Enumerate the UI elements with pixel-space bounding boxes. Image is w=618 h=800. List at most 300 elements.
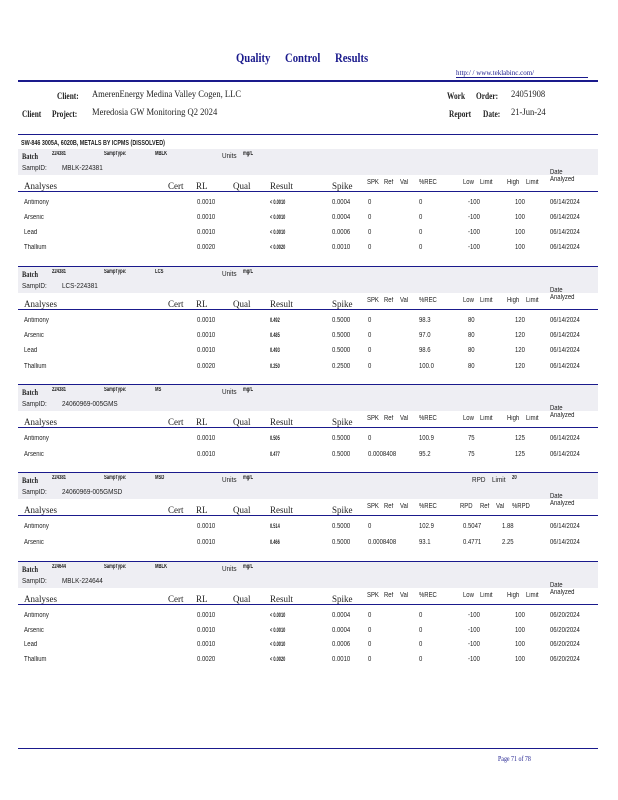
analyte-cell: Lead bbox=[24, 347, 38, 355]
analyte-cell: Antimony bbox=[24, 612, 49, 619]
result-cell: < 0.0010 bbox=[270, 626, 286, 634]
analyte-cell: Antimony bbox=[24, 435, 49, 442]
high-limit-cell: 120 bbox=[515, 332, 525, 340]
rec-cell: 0 bbox=[419, 199, 423, 206]
analyte-cell: Antimony bbox=[24, 317, 49, 324]
col-cert: Cert bbox=[168, 417, 184, 427]
qc-batch bbox=[18, 149, 598, 259]
rl-cell: 0.0010 bbox=[197, 214, 216, 221]
table-row bbox=[18, 214, 598, 226]
rl-cell: 0.0020 bbox=[197, 655, 216, 663]
spk-ref-cell: 0 bbox=[368, 332, 372, 340]
high-limit-cell: 120 bbox=[515, 317, 525, 324]
spk-ref-cell: 0 bbox=[368, 435, 372, 442]
qc-batch bbox=[18, 562, 598, 670]
analyte-cell: Arsenic bbox=[24, 626, 44, 634]
col-high: High bbox=[507, 415, 520, 422]
low-limit-cell: -100 bbox=[468, 612, 480, 619]
high-limit-cell: 120 bbox=[515, 362, 525, 370]
date-cell: 06/14/2024 bbox=[550, 347, 580, 355]
sampid-label: SampID: bbox=[22, 163, 47, 172]
col-ref: Ref bbox=[384, 503, 394, 510]
col-rec: %REC bbox=[419, 503, 437, 510]
rl-cell: 0.0010 bbox=[197, 317, 216, 324]
project-label: Project: bbox=[52, 109, 78, 119]
table-row bbox=[18, 199, 598, 211]
col-spike: Spike bbox=[332, 417, 353, 427]
result-cell: 0.514 bbox=[270, 523, 280, 530]
samptype-label: SampType: bbox=[104, 151, 127, 157]
rpd-limit-value: 20 bbox=[512, 475, 517, 481]
high-limit-cell: 100 bbox=[515, 626, 525, 634]
header-underline bbox=[18, 427, 598, 428]
project-label-client: Client bbox=[22, 109, 42, 119]
col-analyzed: Analyzed bbox=[550, 589, 575, 596]
col-val: Val bbox=[400, 415, 409, 422]
col-pct-rpd: %RPD bbox=[512, 503, 530, 510]
col-qual: Qual bbox=[233, 594, 251, 604]
col-rec: %REC bbox=[419, 592, 437, 599]
batch-number: 224381 bbox=[52, 151, 67, 157]
table-row bbox=[18, 523, 598, 535]
low-limit-cell: -100 bbox=[468, 655, 480, 663]
project-value: Meredosia GW Monitoring Q2 2024 bbox=[92, 108, 218, 118]
col-analyses: Analyses bbox=[24, 594, 57, 604]
col-result: Result bbox=[270, 594, 294, 604]
rpd-header: RPD bbox=[472, 475, 486, 484]
result-cell: < 0.0010 bbox=[270, 214, 286, 221]
header-divider bbox=[18, 80, 598, 82]
col-low-limit: Limit bbox=[480, 179, 493, 186]
table-row bbox=[18, 363, 598, 375]
col-high-limit: Limit bbox=[526, 179, 539, 186]
low-limit-cell: -100 bbox=[468, 244, 480, 251]
spk-ref-cell: 0 bbox=[368, 214, 372, 221]
spike-cell: 0.5000 bbox=[332, 317, 351, 324]
col-analyzed: Analyzed bbox=[550, 412, 575, 419]
high-limit-cell: 100 bbox=[515, 244, 525, 251]
high-limit-cell: 125 bbox=[515, 435, 525, 442]
spike-cell: 0.0006 bbox=[332, 641, 351, 648]
order-label: Order: bbox=[476, 91, 499, 101]
spk-ref-cell: 0 bbox=[368, 229, 372, 236]
col-analyzed: Analyzed bbox=[550, 500, 575, 507]
col-ref: Ref bbox=[384, 179, 394, 186]
spk-ref-cell: 0 bbox=[368, 317, 372, 324]
col-rec: %REC bbox=[419, 297, 437, 304]
col-low: Low bbox=[463, 592, 474, 599]
rpd-limit-label: Limit bbox=[492, 475, 506, 484]
date-cell: 06/14/2024 bbox=[550, 523, 580, 530]
sampid-label: SampID: bbox=[22, 281, 47, 290]
spk-ref-cell: 0 bbox=[368, 199, 372, 206]
table-row bbox=[18, 612, 598, 624]
high-limit-cell: 100 bbox=[515, 641, 525, 648]
col-ref: Ref bbox=[384, 592, 394, 599]
units-label: Units bbox=[222, 475, 237, 484]
work-label: Work bbox=[447, 91, 466, 101]
col-rl: RL bbox=[196, 299, 208, 309]
col-val: Val bbox=[400, 503, 409, 510]
col-rpd: RPD bbox=[460, 503, 473, 510]
col-spike: Spike bbox=[332, 299, 353, 309]
col-qual: Qual bbox=[233, 181, 251, 191]
col-analyses: Analyses bbox=[24, 417, 57, 427]
date-cell: 06/14/2024 bbox=[550, 362, 580, 370]
order-value: 24051908 bbox=[511, 90, 546, 100]
col-spk: SPK bbox=[367, 297, 379, 304]
low-limit-cell: -100 bbox=[468, 641, 480, 648]
high-limit-cell: 100 bbox=[515, 199, 525, 206]
date-cell: 06/14/2024 bbox=[550, 539, 580, 546]
col-val: Val bbox=[400, 592, 409, 599]
result-cell: 0.477 bbox=[270, 451, 280, 458]
client-value: AmerenEnergy Medina Valley Cogen, LLC bbox=[92, 90, 242, 100]
analyte-cell: Antimony bbox=[24, 523, 49, 530]
col-qual: Qual bbox=[233, 299, 251, 309]
spike-cell: 0.0006 bbox=[332, 229, 351, 236]
table-row bbox=[18, 332, 598, 344]
rec-cell: 0 bbox=[419, 214, 423, 221]
date-cell: 06/14/2024 bbox=[550, 435, 580, 442]
spk-ref-cell: 0 bbox=[368, 655, 372, 663]
header-underline bbox=[18, 604, 598, 605]
spk-ref-cell: 0 bbox=[368, 347, 372, 355]
low-limit-cell: -100 bbox=[468, 626, 480, 634]
col-cert: Cert bbox=[168, 505, 184, 515]
rl-cell: 0.0010 bbox=[197, 332, 216, 340]
rec-cell: 102.9 bbox=[419, 523, 434, 530]
sampid-value: LCS-224381 bbox=[62, 281, 98, 290]
spk-ref-cell: 0 bbox=[368, 612, 372, 619]
col-spike: Spike bbox=[332, 181, 353, 191]
spk-ref-cell: 0.0008408 bbox=[368, 539, 397, 546]
col-spike: Spike bbox=[332, 594, 353, 604]
date-cell: 06/14/2024 bbox=[550, 229, 580, 236]
col-low: Low bbox=[463, 179, 474, 186]
rec-cell: 98.3 bbox=[419, 317, 431, 324]
analyte-cell: Thallium bbox=[24, 655, 47, 663]
spike-cell: 0.0010 bbox=[332, 655, 351, 663]
spk-ref-cell: 0 bbox=[368, 641, 372, 648]
date-cell: 06/14/2024 bbox=[550, 317, 580, 324]
col-high: High bbox=[507, 592, 520, 599]
rec-cell: 0 bbox=[419, 626, 423, 634]
col-analyses: Analyses bbox=[24, 505, 57, 515]
header-underline bbox=[18, 515, 598, 516]
analyte-cell: Arsenic bbox=[24, 451, 44, 458]
samptype-label: SampType: bbox=[104, 564, 127, 570]
analyte-cell: Thallium bbox=[24, 244, 47, 251]
rec-cell: 98.6 bbox=[419, 347, 431, 355]
rl-cell: 0.0010 bbox=[197, 523, 216, 530]
col-result: Result bbox=[270, 181, 294, 191]
qc-batch bbox=[18, 267, 598, 378]
units-value: mg/L bbox=[243, 387, 254, 393]
rpd-ref-cell: 0.5047 bbox=[463, 523, 482, 530]
date-cell: 06/20/2024 bbox=[550, 626, 580, 634]
samptype-value: LCS bbox=[155, 269, 164, 275]
col-qual: Qual bbox=[233, 505, 251, 515]
rec-cell: 95.2 bbox=[419, 451, 431, 458]
rl-cell: 0.0010 bbox=[197, 626, 216, 634]
col-cert: Cert bbox=[168, 594, 184, 604]
high-limit-cell: 100 bbox=[515, 655, 525, 663]
spike-cell: 0.0004 bbox=[332, 199, 351, 206]
low-limit-cell: -100 bbox=[468, 199, 480, 206]
low-limit-cell: -100 bbox=[468, 229, 480, 236]
batch-label: Batch bbox=[22, 388, 38, 397]
spk-ref-cell: 0 bbox=[368, 523, 372, 530]
samptype-value: MS bbox=[155, 387, 162, 393]
rl-cell: 0.0010 bbox=[197, 612, 216, 619]
result-cell: 0.466 bbox=[270, 539, 280, 546]
col-high-limit: Limit bbox=[526, 592, 539, 599]
date-cell: 06/20/2024 bbox=[550, 655, 580, 663]
col-low-limit: Limit bbox=[480, 592, 493, 599]
units-label: Units bbox=[222, 564, 237, 573]
sampid-value: 24060969-005GMS bbox=[62, 399, 118, 408]
client-label: Client: bbox=[57, 91, 79, 101]
result-cell: 0.250 bbox=[270, 362, 280, 370]
rec-cell: 0 bbox=[419, 244, 423, 251]
date-label: Date: bbox=[483, 109, 501, 119]
col-high: High bbox=[507, 297, 520, 304]
date-cell: 06/20/2024 bbox=[550, 612, 580, 619]
analyte-cell: Antimony bbox=[24, 199, 49, 206]
high-limit-cell: 120 bbox=[515, 347, 525, 355]
table-row bbox=[18, 317, 598, 329]
spk-ref-cell: 0 bbox=[368, 244, 372, 251]
footer-divider bbox=[18, 748, 598, 749]
samptype-value: MBLK bbox=[155, 151, 168, 157]
analyte-cell: Lead bbox=[24, 229, 38, 236]
col-cert: Cert bbox=[168, 299, 184, 309]
low-limit-cell: 80 bbox=[468, 332, 475, 340]
result-cell: 0.492 bbox=[270, 317, 280, 324]
rec-cell: 0 bbox=[419, 612, 423, 619]
units-value: mg/L bbox=[243, 475, 254, 481]
spike-cell: 0.5000 bbox=[332, 523, 351, 530]
analyte-cell: Lead bbox=[24, 641, 38, 648]
batch-number: 224644 bbox=[52, 564, 67, 570]
col-spk: SPK bbox=[367, 592, 379, 599]
rpd-ref-cell: 0.4771 bbox=[463, 539, 482, 546]
date-cell: 06/14/2024 bbox=[550, 332, 580, 340]
spike-cell: 0.5000 bbox=[332, 435, 351, 442]
sampid-value: MBLK-224644 bbox=[62, 576, 103, 585]
units-label: Units bbox=[222, 269, 237, 278]
sampid-value: MBLK-224381 bbox=[62, 163, 103, 172]
col-high: High bbox=[507, 179, 520, 186]
spike-cell: 0.5000 bbox=[332, 451, 351, 458]
spk-ref-cell: 0 bbox=[368, 626, 372, 634]
result-cell: < 0.0010 bbox=[270, 612, 286, 619]
date-cell: 06/20/2024 bbox=[550, 641, 580, 648]
sampid-value: 24060969-005GMSD bbox=[62, 487, 123, 496]
rl-cell: 0.0010 bbox=[197, 347, 216, 355]
table-row bbox=[18, 435, 598, 447]
rec-cell: 100.0 bbox=[419, 362, 434, 370]
col-rpd-val: Val bbox=[496, 503, 505, 510]
result-cell: < 0.0010 bbox=[270, 199, 286, 206]
table-row bbox=[18, 229, 598, 241]
title-control: Control bbox=[285, 50, 321, 65]
samptype-value: MSD bbox=[155, 475, 165, 481]
qc-batch bbox=[18, 473, 598, 555]
batch-number: 224381 bbox=[52, 475, 67, 481]
analyte-cell: Arsenic bbox=[24, 539, 44, 546]
col-spk: SPK bbox=[367, 179, 379, 186]
pct-rpd-cell: 1.88 bbox=[502, 523, 514, 530]
batch-label: Batch bbox=[22, 565, 38, 574]
batch-label: Batch bbox=[22, 270, 38, 279]
title-quality: Quality bbox=[236, 50, 271, 65]
col-high-limit: Limit bbox=[526, 415, 539, 422]
table-row bbox=[18, 641, 598, 653]
date-cell: 06/14/2024 bbox=[550, 199, 580, 206]
rl-cell: 0.0010 bbox=[197, 641, 216, 648]
spike-cell: 0.0010 bbox=[332, 244, 351, 251]
col-date: Date bbox=[550, 405, 563, 412]
rl-cell: 0.0010 bbox=[197, 451, 216, 458]
samptype-label: SampType: bbox=[104, 387, 127, 393]
col-val: Val bbox=[400, 297, 409, 304]
table-row bbox=[18, 244, 598, 256]
spike-cell: 0.5000 bbox=[332, 332, 351, 340]
analyte-cell: Arsenic bbox=[24, 214, 44, 221]
spike-cell: 0.0004 bbox=[332, 612, 351, 619]
table-row bbox=[18, 656, 598, 668]
samptype-label: SampType: bbox=[104, 475, 127, 481]
col-rl: RL bbox=[196, 181, 208, 191]
col-val: Val bbox=[400, 179, 409, 186]
batch-number: 224381 bbox=[52, 269, 67, 275]
units-value: mg/L bbox=[243, 269, 254, 275]
sampid-label: SampID: bbox=[22, 576, 47, 585]
units-value: mg/L bbox=[243, 564, 254, 570]
high-limit-cell: 100 bbox=[515, 612, 525, 619]
units-label: Units bbox=[222, 387, 237, 396]
col-spk: SPK bbox=[367, 415, 379, 422]
spike-cell: 0.2500 bbox=[332, 362, 351, 370]
result-cell: < 0.0020 bbox=[270, 244, 286, 251]
report-date-value: 21-Jun-24 bbox=[511, 108, 546, 118]
table-row bbox=[18, 627, 598, 639]
samptype-label: SampType: bbox=[104, 269, 127, 275]
spike-cell: 0.5000 bbox=[332, 539, 351, 546]
high-limit-cell: 100 bbox=[515, 214, 525, 221]
spk-ref-cell: 0.0008408 bbox=[368, 451, 397, 458]
low-limit-cell: 80 bbox=[468, 347, 475, 355]
table-row bbox=[18, 451, 598, 463]
samptype-value: MBLK bbox=[155, 564, 168, 570]
rec-cell: 0 bbox=[419, 655, 423, 663]
col-date: Date bbox=[550, 493, 563, 500]
col-date: Date bbox=[550, 582, 563, 589]
col-rec: %REC bbox=[419, 415, 437, 422]
col-ref: Ref bbox=[384, 415, 394, 422]
col-spike: Spike bbox=[332, 505, 353, 515]
col-result: Result bbox=[270, 299, 294, 309]
result-cell: < 0.0010 bbox=[270, 229, 286, 236]
col-ref: Ref bbox=[384, 297, 394, 304]
spike-cell: 0.0004 bbox=[332, 214, 351, 221]
low-limit-cell: 75 bbox=[468, 435, 475, 442]
high-limit-cell: 125 bbox=[515, 451, 525, 458]
col-result: Result bbox=[270, 417, 294, 427]
col-rpd-ref: Ref bbox=[480, 503, 490, 510]
batch-label: Batch bbox=[22, 476, 38, 485]
method-title: SW-846 3005A, 6020B, METALS BY ICPMS (DISSOLVED) bbox=[21, 138, 165, 147]
page-number: Page 71 of 78 bbox=[498, 755, 531, 763]
rec-cell: 97.0 bbox=[419, 332, 431, 340]
rl-cell: 0.0020 bbox=[197, 244, 216, 251]
date-cell: 06/14/2024 bbox=[550, 451, 580, 458]
result-cell: 0.505 bbox=[270, 435, 280, 442]
rl-cell: 0.0010 bbox=[197, 199, 216, 206]
col-rec: %REC bbox=[419, 179, 437, 186]
batch-number: 224381 bbox=[52, 387, 67, 393]
rec-cell: 100.9 bbox=[419, 435, 434, 442]
col-low: Low bbox=[463, 415, 474, 422]
rl-cell: 0.0010 bbox=[197, 539, 216, 546]
rl-cell: 0.0010 bbox=[197, 229, 216, 236]
batch-label: Batch bbox=[22, 152, 38, 161]
table-row bbox=[18, 347, 598, 359]
col-qual: Qual bbox=[233, 417, 251, 427]
col-analyses: Analyses bbox=[24, 181, 57, 191]
result-cell: 0.485 bbox=[270, 332, 280, 340]
col-date: Date bbox=[550, 169, 563, 176]
low-limit-cell: 75 bbox=[468, 451, 475, 458]
col-rl: RL bbox=[196, 417, 208, 427]
col-spk: SPK bbox=[367, 503, 379, 510]
col-rl: RL bbox=[196, 505, 208, 515]
header-underline bbox=[18, 309, 598, 310]
date-cell: 06/14/2024 bbox=[550, 214, 580, 221]
rec-cell: 0 bbox=[419, 641, 423, 648]
result-cell: 0.493 bbox=[270, 347, 280, 355]
col-low-limit: Limit bbox=[480, 415, 493, 422]
title-results: Results bbox=[335, 50, 369, 65]
col-low: Low bbox=[463, 297, 474, 304]
rec-cell: 0 bbox=[419, 229, 423, 236]
result-cell: < 0.0010 bbox=[270, 641, 286, 648]
col-rl: RL bbox=[196, 594, 208, 604]
method-bar bbox=[18, 134, 598, 150]
col-high-limit: Limit bbox=[526, 297, 539, 304]
lab-url[interactable]: http:/ / www.teklabinc.com/ bbox=[456, 69, 588, 78]
result-cell: < 0.0020 bbox=[270, 655, 286, 663]
sampid-label: SampID: bbox=[22, 487, 47, 496]
col-analyses: Analyses bbox=[24, 299, 57, 309]
low-limit-cell: 80 bbox=[468, 362, 475, 370]
high-limit-cell: 100 bbox=[515, 229, 525, 236]
spike-cell: 0.5000 bbox=[332, 347, 351, 355]
units-value: mg/L bbox=[243, 151, 254, 157]
qc-batch bbox=[18, 385, 598, 467]
rl-cell: 0.0020 bbox=[197, 362, 216, 370]
header-underline bbox=[18, 191, 598, 192]
table-row bbox=[18, 539, 598, 551]
analyte-cell: Thallium bbox=[24, 362, 47, 370]
analyte-cell: Arsenic bbox=[24, 332, 44, 340]
col-analyzed: Analyzed bbox=[550, 294, 575, 301]
col-date: Date bbox=[550, 287, 563, 294]
spk-ref-cell: 0 bbox=[368, 362, 372, 370]
low-limit-cell: -100 bbox=[468, 214, 480, 221]
